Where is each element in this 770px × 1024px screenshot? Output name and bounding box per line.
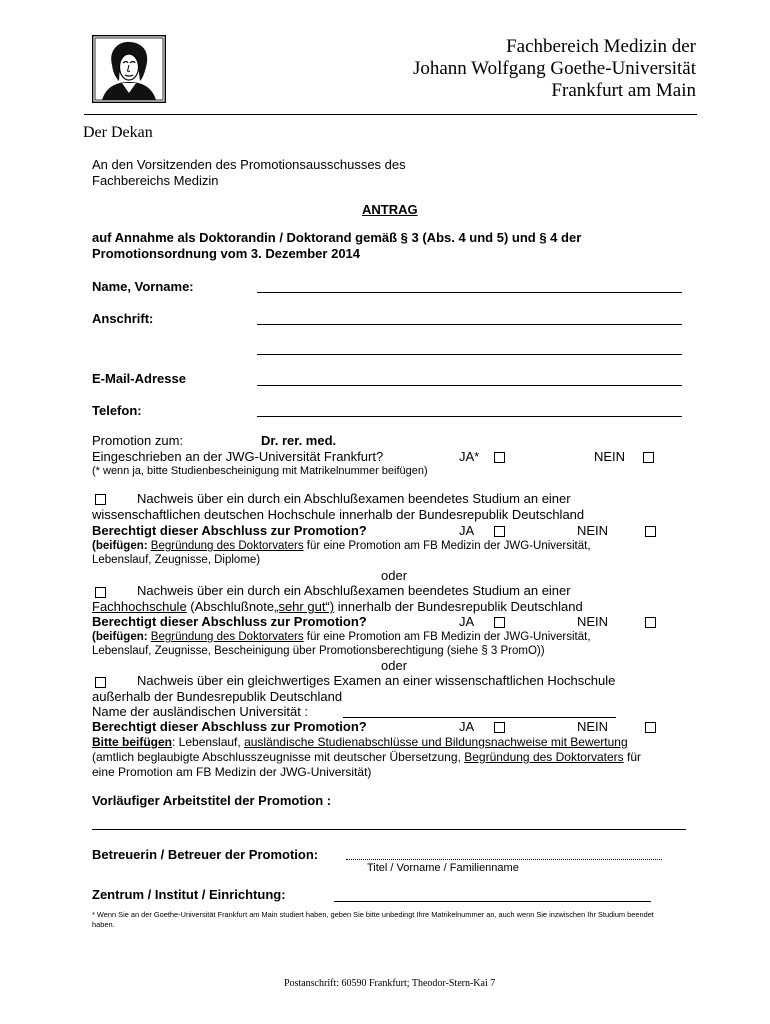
option3-attach-mid: : Lebenslauf,: [172, 735, 241, 749]
option1-ja-label: JA: [459, 523, 475, 538]
name-label: Name, Vorname:: [92, 279, 194, 294]
option3-ja-label: JA: [459, 719, 475, 734]
option2-ja-label: JA: [459, 614, 475, 629]
enrolled-nein-label: NEIN: [594, 449, 626, 464]
option1-attach-line-2: Lebenslauf, Zeugnisse, Diplome): [92, 554, 261, 566]
option3-ja-checkbox[interactable]: [494, 722, 505, 733]
option3-checkbox[interactable]: [95, 677, 106, 688]
option2-grade-prefix: (Abschlußnote: [190, 599, 275, 614]
antrag-title: ANTRAG: [362, 202, 418, 217]
option1-nein-label: NEIN: [577, 523, 609, 538]
enrolled-nein-checkbox[interactable]: [643, 452, 654, 463]
recipient-line-2: Fachbereichs Medizin: [92, 173, 219, 188]
option2-attachments: [92, 631, 591, 643]
institute-field[interactable]: [334, 901, 651, 902]
option3-question: Berechtigt dieser Abschluss zur Promotion?: [92, 719, 367, 734]
matriculation-footnote: [92, 910, 654, 930]
option2-ja-checkbox[interactable]: [494, 617, 505, 628]
option2-nein-label: NEIN: [577, 614, 609, 629]
goethe-logo: [92, 35, 166, 103]
address-field-2[interactable]: [257, 354, 682, 355]
recipient-address: [92, 157, 406, 189]
dean-label: Der Dekan: [83, 124, 153, 141]
foreign-university-field[interactable]: [343, 717, 616, 718]
option3-attach-link: ausländische Studienabschlüsse und Bildungsnachweise mit Bewertung: [244, 735, 628, 749]
option3-nein-label: NEIN: [577, 719, 609, 734]
option1-checkbox[interactable]: [95, 494, 106, 505]
option2-line-2: [92, 599, 583, 614]
option3-line-2: außerhalb der Bundesrepublik Deutschland: [92, 689, 343, 704]
address-field-1[interactable]: [257, 324, 682, 325]
option3-nein-checkbox[interactable]: [645, 722, 656, 733]
option3-attach-prefix: Bitte beifügen: [92, 735, 172, 749]
option2-checkbox[interactable]: [95, 587, 106, 598]
phone-field[interactable]: [257, 416, 682, 417]
enrolled-ja-label: JA*: [459, 449, 480, 464]
enrolled-ja-checkbox[interactable]: [494, 452, 505, 463]
option2-grade: „sehr gut“): [274, 599, 335, 614]
option1-attach-rest: für eine Promotion am FB Medizin der JWG-Universität,: [306, 540, 591, 552]
institute-label: Zentrum / Institut / Einrichtung:: [92, 887, 286, 902]
header-rule: [84, 114, 697, 115]
option1-attach-link: Begründung des Doktorvaters: [150, 540, 304, 552]
option2-question: Berechtigt dieser Abschluss zur Promotion?: [92, 614, 367, 629]
option2-attach-link: Begründung des Doktorvaters: [150, 631, 304, 643]
option3-attach-line-2: [92, 750, 641, 764]
option3-line-1: Nachweis über ein gleichwertiges Examen an einer wissenschaftlichen Hochschule: [137, 673, 616, 688]
faculty-line-3: Frankfurt am Main: [551, 80, 696, 101]
supervisor-label: Betreuerin / Betreuer der Promotion:: [92, 847, 319, 862]
supervisor-hint: Titel / Vorname / Familienname: [367, 862, 519, 874]
foreign-university-label: Name der ausländischen Universität :: [92, 704, 309, 719]
faculty-line-2: Johann Wolfgang Goethe-Universität: [412, 58, 696, 79]
recipient-line-1: An den Vorsitzenden des Promotionsausschusses des: [92, 157, 406, 172]
postal-address: Postanschrift: 60590 Frankfurt; Theodor-Stern-Kai 7: [284, 978, 496, 989]
work-title-field[interactable]: [92, 829, 686, 830]
matriculation-footnote-line-2: haben.: [92, 920, 115, 929]
option1-nein-checkbox[interactable]: [645, 526, 656, 537]
oder-separator-1: oder: [381, 568, 408, 583]
phone-label: Telefon:: [92, 403, 142, 418]
faculty-line-1: Fachbereich Medizin der: [506, 36, 696, 57]
option1-attach-prefix: (beifügen:: [92, 540, 148, 552]
antrag-subtitle-line-1: auf Annahme als Doktorandin / Doktorand gemäß § 3 (Abs. 4 und 5) und § 4 der: [92, 230, 582, 245]
option1-attachments: [92, 540, 591, 552]
promotion-degree: Dr. rer. med.: [261, 433, 337, 448]
option2-nein-checkbox[interactable]: [645, 617, 656, 628]
option1-question: Berechtigt dieser Abschluss zur Promotion?: [92, 523, 367, 538]
email-field[interactable]: [257, 385, 682, 386]
email-label: E-Mail-Adresse: [92, 371, 186, 386]
option2-attach-line-2: Lebenslauf, Zeugnisse, Bescheinigung über Promotionsberechtigung (siehe § 3 PromO)): [92, 645, 545, 657]
option2-attach-rest: für eine Promotion am FB Medizin der JWG-Universität,: [306, 631, 591, 643]
work-title-label: Vorläufiger Arbeitstitel der Promotion :: [92, 793, 332, 808]
option2-line-1: Nachweis über ein durch ein Abschlußexamen beendetes Studium an einer: [137, 583, 571, 598]
option3-attach-line-2-b: für: [627, 750, 642, 764]
option1-line-1: Nachweis über ein durch ein Abschlußexamen beendetes Studium an einer: [137, 491, 571, 506]
antrag-subtitle-line-2: Promotionsordnung vom 3. Dezember 2014: [92, 246, 361, 261]
oder-separator-2: oder: [381, 658, 408, 673]
option3-attach-line-2-a: (amtlich beglaubigte Abschlusszeugnisse mit deutscher Übersetzung,: [92, 750, 461, 764]
option3-attach-line-2-link: Begründung des Doktorvaters: [464, 750, 624, 764]
supervisor-field[interactable]: [346, 859, 662, 860]
promotion-label: Promotion zum:: [92, 433, 184, 448]
enrolled-question: Eingeschrieben an der JWG-Universität Frankfurt?: [92, 449, 384, 464]
address-label: Anschrift:: [92, 311, 154, 326]
name-field[interactable]: [257, 292, 682, 293]
option1-ja-checkbox[interactable]: [494, 526, 505, 537]
option3-attachments: [92, 735, 628, 749]
option2-fachhochschule: Fachhochschule: [92, 599, 187, 614]
matriculation-footnote-line-1: * Wenn Sie an der Goethe-Universität Frankfurt am Main studiert haben, geben Sie bitte unbedingt Ihre Matrikelnummer an, auch wenn Sie inzwischen Ihr Studium beendet: [92, 910, 654, 919]
antrag-subtitle: [92, 230, 581, 262]
option3-attach-line-3: eine Promotion am FB Medizin der JWG-Universität): [92, 765, 372, 779]
enrolled-footnote: (* wenn ja, bitte Studienbescheinigung mit Matrikelnummer beifügen): [92, 465, 428, 477]
option2-attach-prefix: (beifügen:: [92, 631, 148, 643]
option1-line-2: wissenschaftlichen deutschen Hochschule innerhalb der Bundesrepublik Deutschland: [92, 507, 585, 522]
option2-line-2-rest: innerhalb der Bundesrepublik Deutschland: [337, 599, 583, 614]
faculty-header: [413, 36, 696, 102]
